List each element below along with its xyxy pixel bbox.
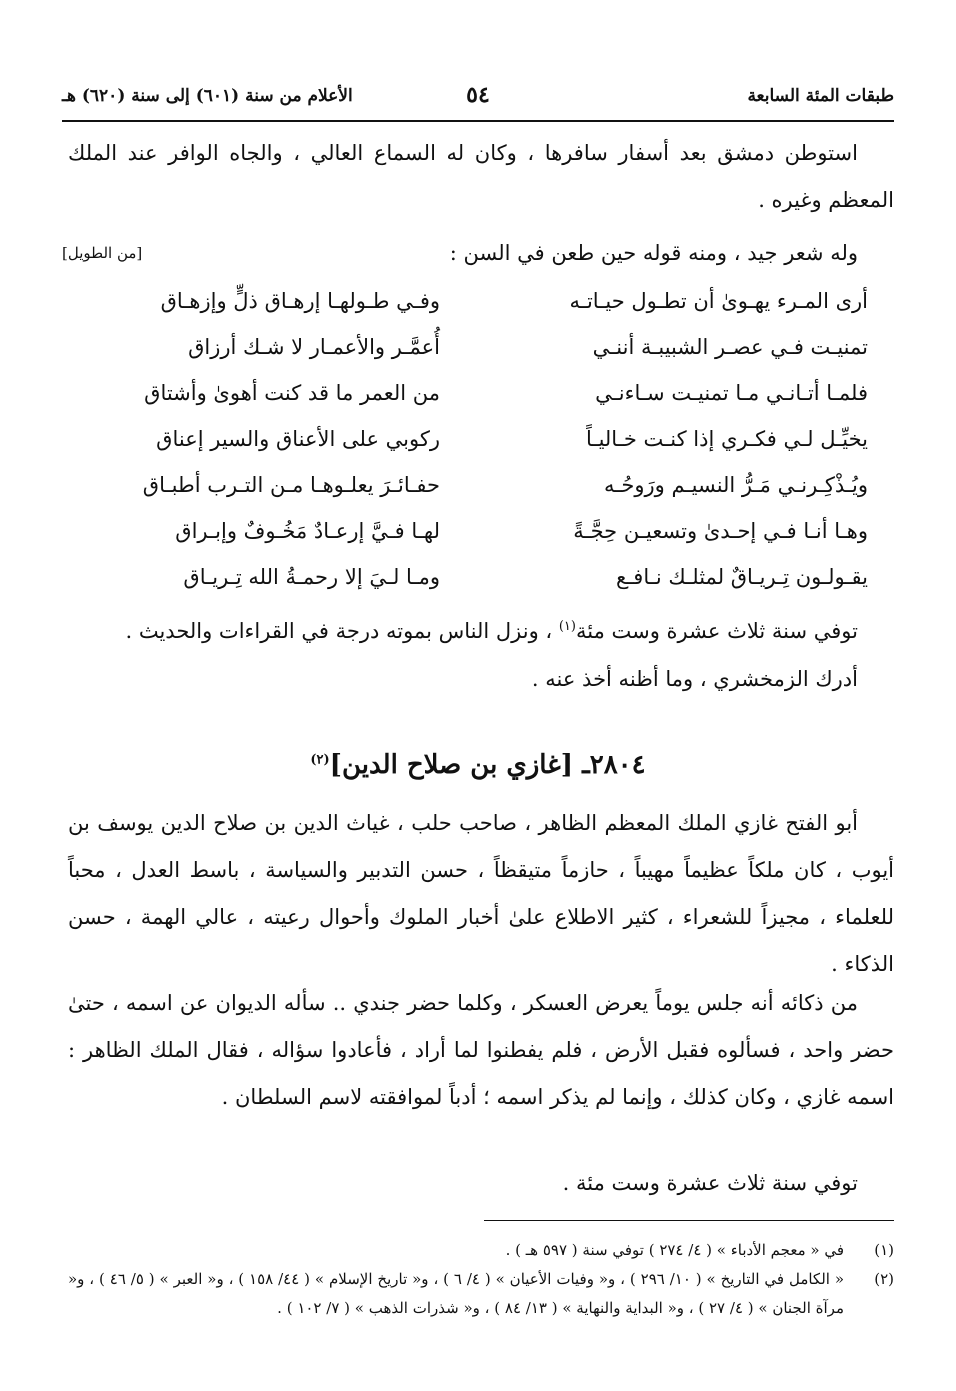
entry-paragraph-3: توفي سنة ثلاث عشرة وست مئة . xyxy=(562,1171,858,1195)
footnote xyxy=(68,1236,894,1265)
verse-first-hemistich: فلمـا أتـانـي مـا تمنيـت سـاءنـي xyxy=(595,381,868,405)
footnote-ref-2[interactable]: (٢) xyxy=(310,752,330,768)
running-header xyxy=(62,82,894,114)
poem-intro-line xyxy=(62,230,894,276)
verse xyxy=(90,370,868,416)
footnote-text: في « معجم الأدباء » ( ٤/ ٢٧٤ ) توفي سنة ( ٥٩٧ هـ ) . xyxy=(505,1241,844,1259)
footnote-ref-1[interactable]: (١) xyxy=(558,619,576,634)
verse-second-hemistich: حفـائـرَ يعلـوهـا مـن التـرب أطبـاق xyxy=(142,473,440,497)
verse-first-hemistich: يخيِّـل لـي فكـري إذا كنـت خـاليـاً xyxy=(586,427,868,451)
death-text-cont: ، ونزل الناس بموته درجة في القراءات والحديث . xyxy=(125,619,559,643)
verse-first-hemistich: ويُـذْكِـرنـي مَـرُّ النسيـم ورَوحُـه xyxy=(604,473,868,497)
verse-second-hemistich: وفـي طـولهـا إرهـاق ذلٍّ وإزهـاق xyxy=(160,289,440,313)
verse xyxy=(90,554,868,600)
poem xyxy=(90,278,868,600)
verse-first-hemistich: وهـا أنـا فـي إحـدىٰ وتسعيـن حِجَّـةً xyxy=(573,519,868,543)
death-paragraph xyxy=(68,608,894,655)
entry-paragraph-1: أبو الفتح غازي الملك المعظم الظاهر ، صاحب حلب ، غياث الدين بن صلاح الدين يوسف بن أيوب ، كان ملكاً عظيماً مهيباً ، حازماً متيقظاً ، حسن التدبير والسياسة ، باسط العدل ، محباً للعلماء ، مجيزاً للشعراء ، كثير الاطلاع علىٰ أخبار الملوك وأحوال رعيته ، عالي الهمة ، حسن الذكاء . xyxy=(68,811,894,976)
page-number: ٥٤ xyxy=(466,82,490,108)
entry-title xyxy=(62,740,894,790)
poem-meter: [من الطويل] xyxy=(62,244,143,262)
entry-paragraph-2: من ذكائه أنه جلس يوماً يعرض العسكر ، وكلما حضر جندي .. سأله الديوان عن اسمه ، حتىٰ حضر واحد ، فسألوه فقبل الأرض ، فلم يفطنوا لما أراد ، فأعادوا سؤاله ، فقال الملك الظاهر : اسمه غازي ، وكان كذلك ، وإنما لم يذكر اسمه ؛ أدباً لموافقته لاسم السلطان . xyxy=(68,991,894,1109)
verse-first-hemistich: تمنيـت فـي عصـر الشبيبـة أننـي xyxy=(592,335,868,359)
header-rule xyxy=(62,120,894,122)
death-text: توفي سنة ثلاث عشرة وست مئة xyxy=(575,619,858,643)
verse xyxy=(90,324,868,370)
verse-second-hemistich: ركوبي على الأعناق والسير إعناق xyxy=(156,427,440,451)
footnote-number: (١) xyxy=(874,1241,894,1259)
footnote-number: (٢) xyxy=(874,1270,894,1288)
poem-intro: وله شعر جيد ، ومنه قوله حين طعن في السن : xyxy=(449,241,858,265)
entry-title-text: ٢٨٠٤ـ [غازي بن صلاح الدين] xyxy=(329,750,646,780)
section-title: طبقات المئة السابعة xyxy=(747,86,894,106)
verse-second-hemistich: لهـا فـيَّ إرعـادٌ مَخُـوفٌ وإبـراق xyxy=(175,519,440,543)
verse-second-hemistich: من العمر ما قد كنت أهوىٰ وأشتاق xyxy=(144,381,440,405)
footnote-text: « الكامل في التاريخ » ( ١٠/ ٢٩٦ ) ، و« وفيات الأعيان » ( ٤/ ٦ ) ، و« تاريخ الإسلام » ( ٤٤/ ١٥٨ ) ، و« العبر » ( ٥/ ٤٦ ) ، و« مرآة الجنان » ( ٤/ ٢٧ ) ، و« البداية والنهاية » ( ١٣/ ٨٤ ) ، و« شذرات الذهب » ( ٧/ ١٠٢ ) . xyxy=(68,1270,845,1317)
verse-first-hemistich: أرى المـرء يهـوىٰ أن تطـول حيـاتـه xyxy=(569,289,868,313)
verse xyxy=(90,508,868,554)
footnote-rule xyxy=(484,1220,894,1221)
verse xyxy=(90,462,868,508)
verse xyxy=(90,416,868,462)
verse-second-hemistich: ومـا لـيَ إلا رحمـةُ الله تِـريـاق xyxy=(183,565,440,589)
footnote xyxy=(68,1265,894,1323)
range-title: الأعلام من سنة (٦٠١) إلى سنة (٦٢٠) هـ xyxy=(62,86,353,106)
bio-paragraph-1: استوطن دمشق بعد أسفار سافرها ، وكان له السماع العالي ، والجاه الوافر عند الملك المعظم وغيره . xyxy=(68,141,894,212)
bio-paragraph-3: أدرك الزمخشري ، وما أظنه أخذ عنه . xyxy=(531,667,858,691)
verse-first-hemistich: يقـولـون تِـريـاقٌ لمثلـك نـافـع xyxy=(615,565,868,589)
verse xyxy=(90,278,868,324)
footnotes xyxy=(68,1236,894,1323)
verse-second-hemistich: أُعمَّـر والأعمـار لا شـك أرزاق xyxy=(188,335,440,359)
